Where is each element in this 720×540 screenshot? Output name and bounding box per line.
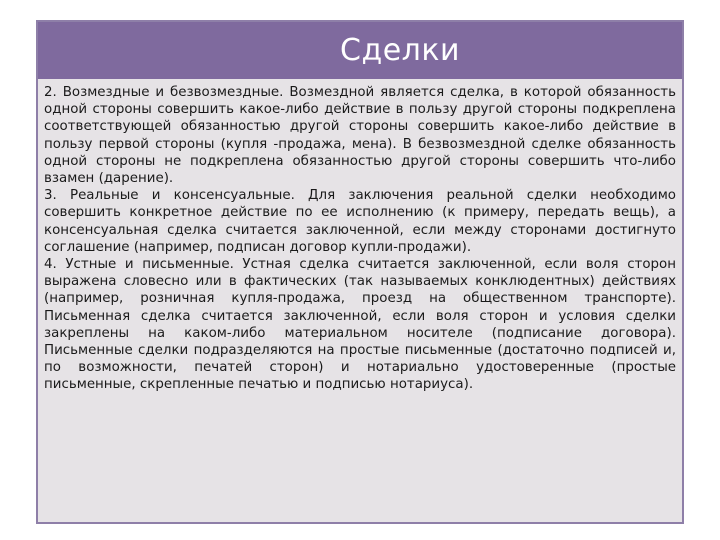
title-bar [38,22,682,79]
content-frame [36,20,684,524]
paragraph-remunerative: 2. Возмездные и безвозмездные. Возмездной является сделка, в которой обязанность одной стороны совершить какое-либо действие в пользу другой стороны подкреплена соответствующей обязанностью другой стороны совершить какое-либо действие в пользу первой стороны (купля -продажа, мена). В безвозмездной сделке обязанность одной стороны не подкреплена обязанностью другой стороны совершить что-либо взамен (дарение). [44,85,676,187]
paragraph-oral-written: 4. Устные и письменные. Устная сделка считается заключенной, если воля сторон выражена словесно или в фактических (так называемых конклюдентных) действиях (например, розничная купля-продажа, проезд на общественном транспорте). Письменная сделка считается заключенной, если воля сторон и условия сделки закреплены на каком-либо материальном носителе (подписание договора). Письменные сделки подразделяются на простые письменные (достаточно подписей и, по возможности, печатей сторон) и нотариально удостоверенные (простые письменные, скрепленные печатью и подписью нотариуса). [44,257,676,393]
paragraph-real-consensual: 3. Реальные и консенсуальные. Для заключения реальной сделки необходимо совершить конкретное действие по ее исполнению (к примеру, передать вещь), а консенсуальная сделка считается заключенной, если между сторонами достигнуто соглашение (например, подписан договор купли-продажи). [44,188,676,255]
slide-title: Сделки [340,33,460,68]
slide-body [44,84,676,394]
